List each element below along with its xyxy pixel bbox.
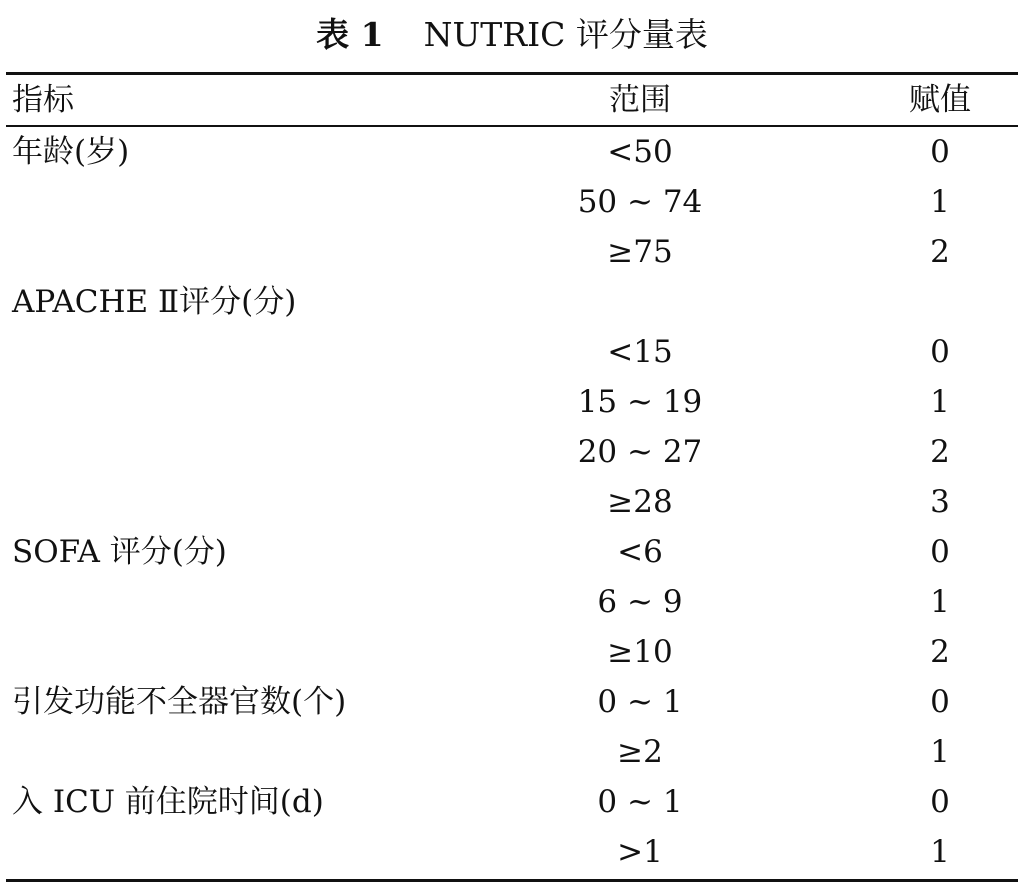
top-rule	[6, 72, 1018, 75]
bottom-rule	[6, 879, 1018, 882]
cell-range: ≥28	[607, 484, 673, 520]
cell-indicator: 入 ICU 前住院时间(d)	[12, 784, 324, 820]
cell-score: 1	[930, 184, 950, 220]
table-row	[0, 627, 1024, 677]
cell-indicator: APACHE Ⅱ评分(分)	[12, 284, 297, 320]
cell-range: ≥10	[607, 634, 673, 670]
table-row	[0, 277, 1024, 327]
table-title	[0, 10, 1024, 60]
cell-score: 1	[930, 384, 950, 420]
cell-range: 20 ~ 27	[577, 434, 703, 470]
cell-range: 0 ~ 1	[597, 784, 683, 820]
cell-range: 15 ~ 19	[577, 384, 703, 420]
table-number: 表 1	[316, 15, 384, 54]
cell-score: 0	[930, 534, 950, 570]
cell-range: 50 ~ 74	[577, 184, 703, 220]
cell-score: 0	[930, 784, 950, 820]
cell-indicator: 年龄(岁)	[12, 134, 130, 170]
cell-score: 0	[930, 684, 950, 720]
cell-score: 0	[930, 134, 950, 170]
table-row	[0, 227, 1024, 277]
cell-range: 0 ~ 1	[597, 684, 683, 720]
table-row	[0, 477, 1024, 527]
table-row	[0, 127, 1024, 177]
cell-score: 2	[930, 434, 950, 470]
cell-range: ≥2	[617, 734, 663, 770]
cell-score: 1	[930, 734, 950, 770]
header-range: 范围	[609, 82, 671, 118]
table-row	[0, 577, 1024, 627]
cell-score: 3	[930, 484, 950, 520]
cell-range: 6 ~ 9	[597, 584, 683, 620]
cell-score: 1	[930, 834, 950, 870]
table-row	[0, 527, 1024, 577]
table-row	[0, 427, 1024, 477]
cell-score: 2	[930, 634, 950, 670]
cell-indicator: 引发功能不全器官数(个)	[12, 684, 347, 720]
header-indicator: 指标	[12, 82, 74, 118]
table-row	[0, 727, 1024, 777]
table-row	[0, 777, 1024, 827]
table-row	[0, 377, 1024, 427]
cell-score: 0	[930, 334, 950, 370]
table-body	[0, 127, 1024, 877]
table-row	[0, 677, 1024, 727]
table-row	[0, 827, 1024, 877]
cell-range: <50	[607, 134, 673, 170]
table-row	[0, 177, 1024, 227]
cell-score: 2	[930, 234, 950, 270]
cell-indicator: SOFA 评分(分)	[12, 534, 227, 570]
cell-score: 1	[930, 584, 950, 620]
cell-range: <15	[607, 334, 673, 370]
table-title-text: NUTRIC 评分量表	[423, 15, 708, 54]
header-score: 赋值	[909, 82, 971, 118]
cell-range: >1	[617, 834, 663, 870]
table-row	[0, 327, 1024, 377]
cell-range: ≥75	[607, 234, 673, 270]
cell-range: <6	[617, 534, 663, 570]
